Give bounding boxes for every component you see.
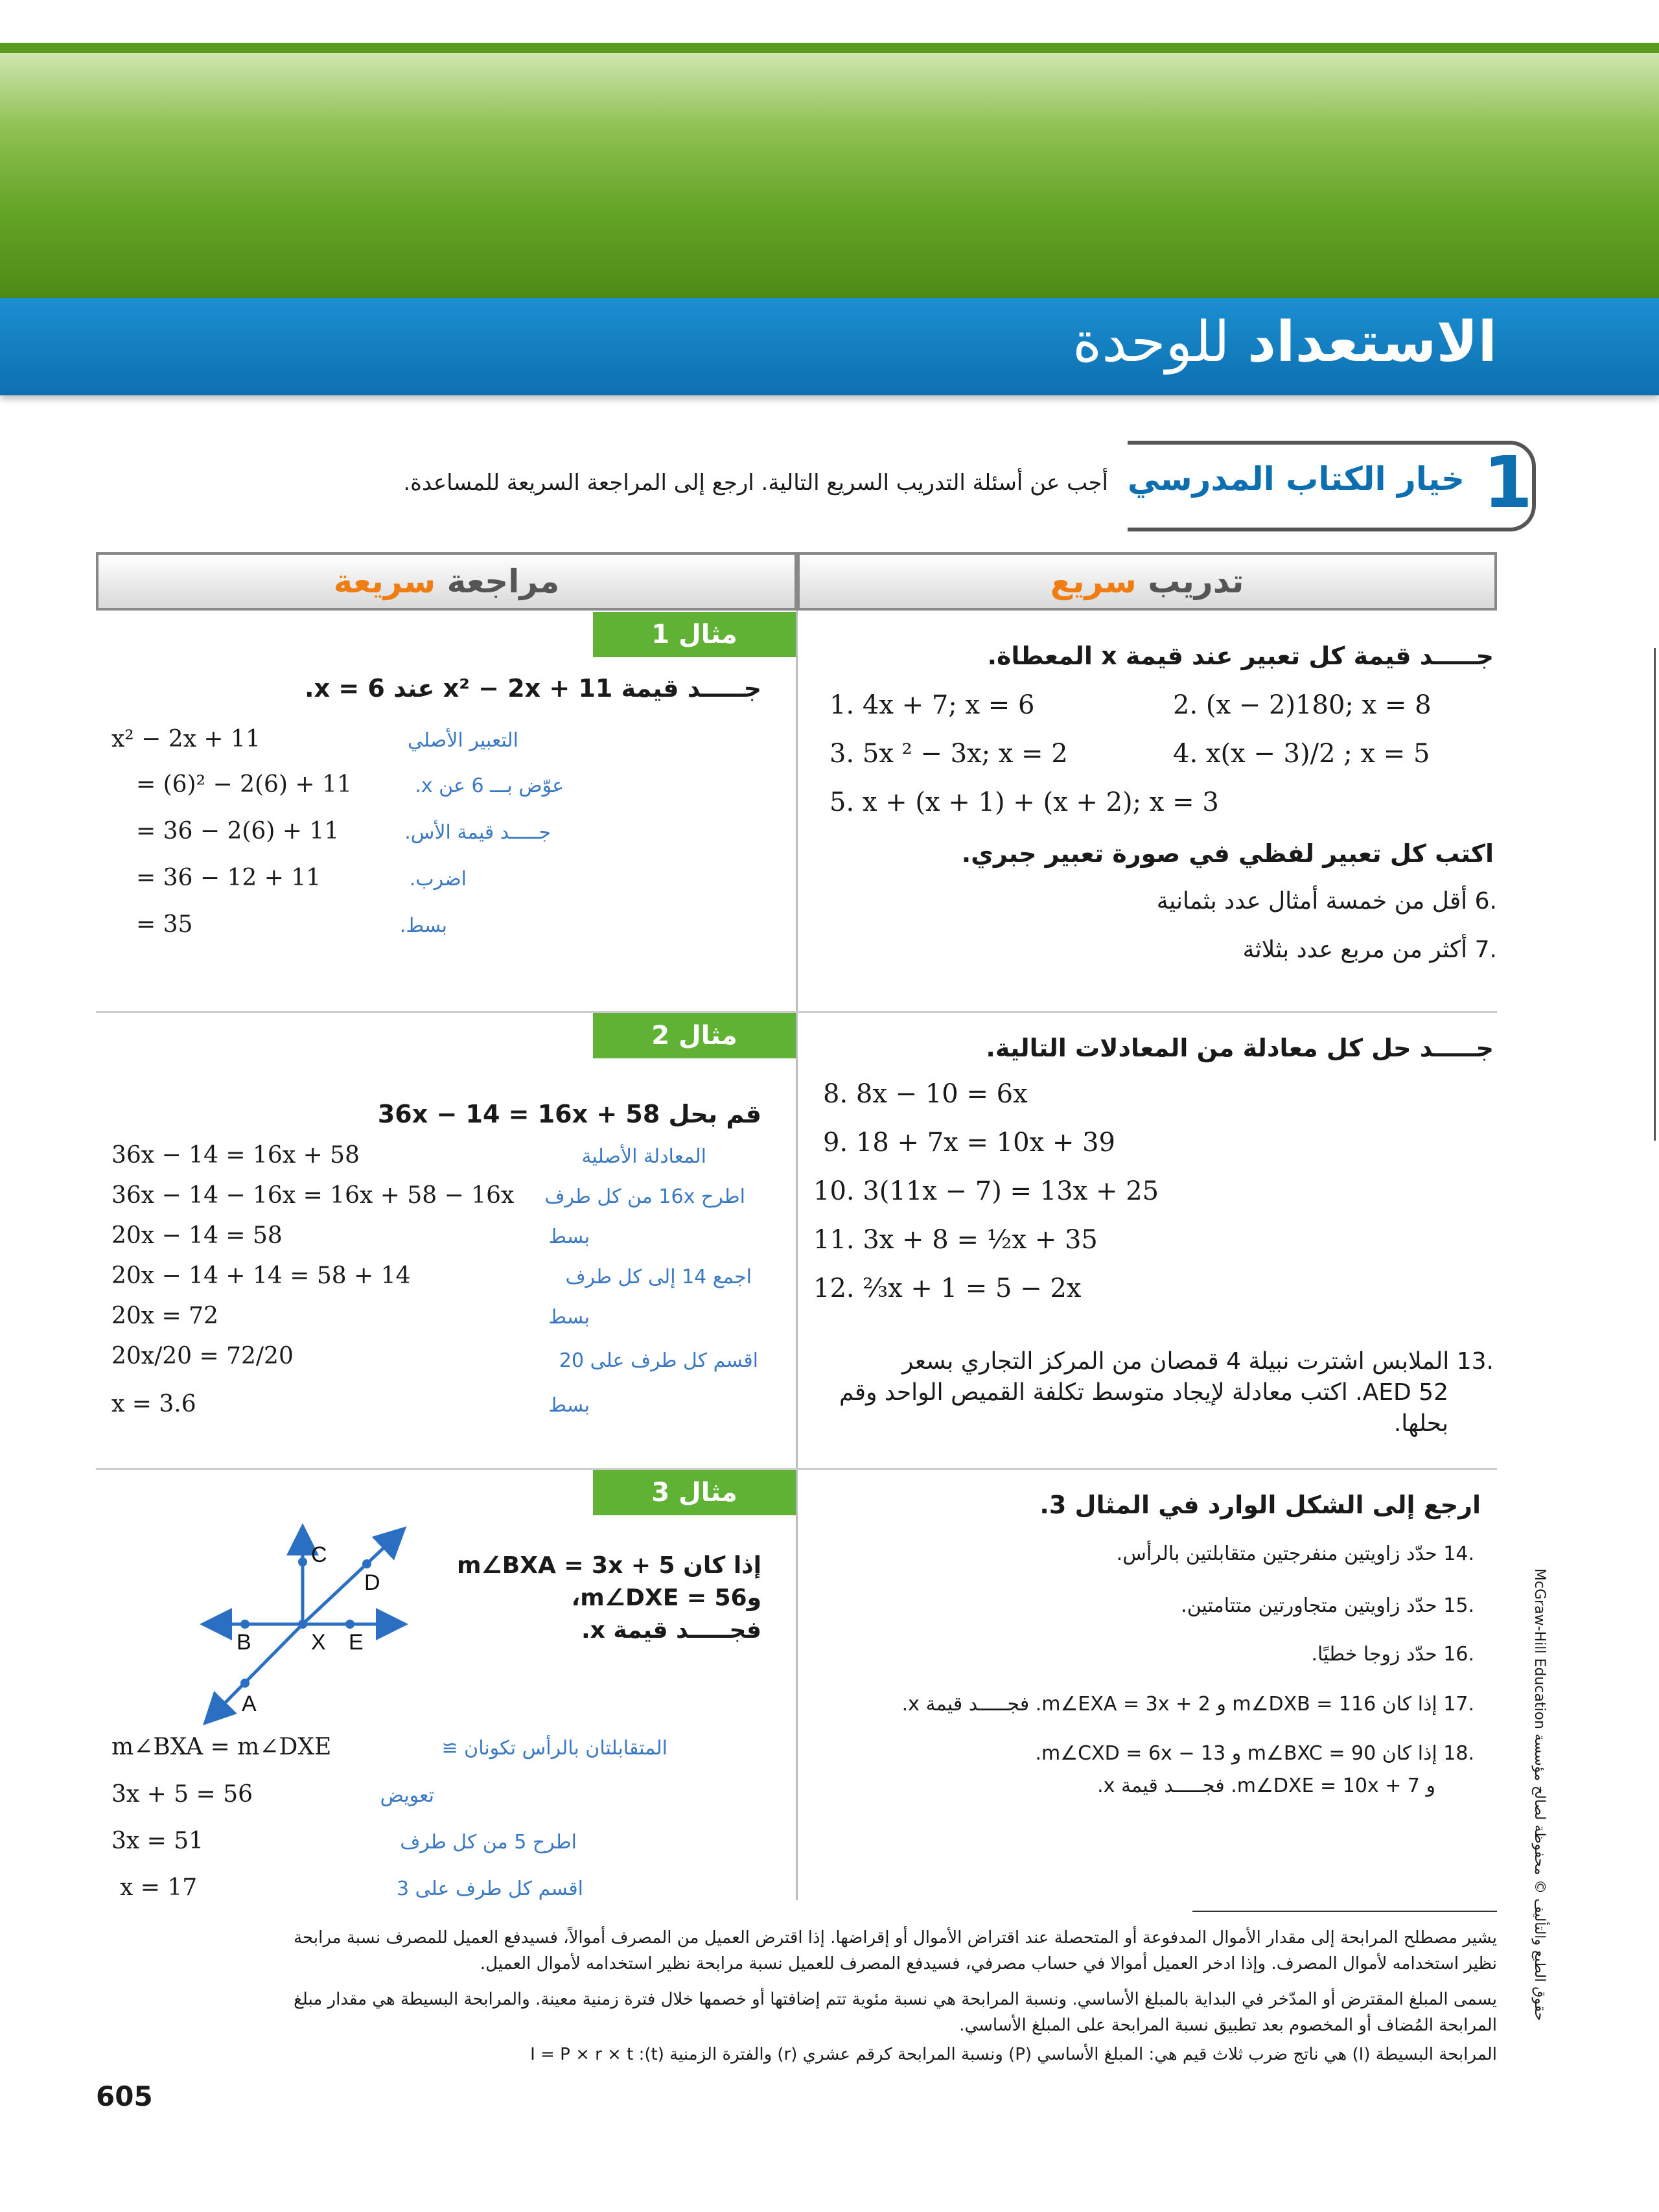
question-9: 9. 18 + 7x = 10x + 39 — [823, 1128, 1115, 1158]
review-header-a: مراجعة — [435, 563, 560, 600]
sidebar-publisher: McGraw-Hill Education — [1531, 1568, 1548, 1729]
point-a — [240, 1679, 249, 1688]
label-d: D — [364, 1570, 380, 1595]
ex2-step-math: 20x − 14 + 14 = 58 + 14 — [111, 1263, 411, 1289]
ex1-step-note: بسط. — [399, 914, 447, 937]
question-15: .15 حدّد زاويتين متجاورتين متتامتين. — [1181, 1594, 1474, 1617]
page-title — [1073, 310, 1497, 375]
point-b — [240, 1620, 249, 1629]
ex2-step-note: بسط — [548, 1226, 590, 1248]
ex3-step-math: m∠BXA = m∠DXE — [111, 1734, 332, 1760]
question-13-line-3: بحلها. — [1393, 1410, 1448, 1437]
question-17: .17 إذا كان m∠DXB = 116 و m∠EXA = 3x + 2. فجـــــد قيمة x. — [901, 1693, 1474, 1716]
column-divider — [796, 611, 798, 1900]
ex3-step-note: تعويض — [380, 1784, 434, 1807]
sidebar — [1528, 1568, 1554, 2152]
section-title: خيار الكتاب المدرسي — [1127, 460, 1465, 498]
ex2-step-math: 20x = 72 — [111, 1303, 218, 1329]
question-7: .7 أكثر من مربع عدد بثلاثة — [1242, 937, 1497, 963]
practice-header — [797, 552, 1497, 611]
example-1-label: مثال 1 — [593, 612, 796, 657]
ex2-step-note: اجمع 14 إلى كل طرف — [565, 1266, 752, 1288]
question-6: .6 أقل من خمسة أمثال عدد بثمانية — [1156, 888, 1497, 914]
example-3-task-line-2: وm∠DXE = 56، — [571, 1585, 761, 1611]
label-a: A — [242, 1692, 257, 1716]
question-2: 2. (x − 2)180; x = 8 — [1173, 690, 1432, 720]
label-c: C — [311, 1543, 327, 1567]
edge-rule — [1654, 648, 1656, 1141]
row-divider — [96, 1468, 1497, 1470]
ex2-step-note: المعادلة الأصلية — [581, 1145, 706, 1168]
ex3-step-note: اقسم كل طرف على 3 — [396, 1878, 583, 1900]
question-18-line-2: و m∠DXE = 10x + 7. فجـــــد قيمة x. — [1097, 1775, 1435, 1797]
top-rule — [0, 43, 1659, 53]
question-14: .14 حدّد زاويتين منفرجتين متقابلتين بالرأس. — [1116, 1543, 1474, 1565]
question-12: 12. ⅔x + 1 = 5 − 2x — [813, 1274, 1082, 1303]
example-3-task-line-3: فجـــــد قيمة x. — [581, 1617, 761, 1644]
footnote-line-2: نظير استخدامه لأموال المصرف. وإذا ادخر العميل أموالا في حساب مصرفي، فسيدفع المصرف للعميل نسبة مرابحة نظير استخدامه لأموال العميل. — [480, 1954, 1497, 1973]
ex1-step-note: عوّض بـــ 6 عن x. — [415, 774, 564, 797]
ex2-step-math: x = 3.6 — [111, 1391, 196, 1417]
question-3: 3. 5x ² − 3x; x = 2 — [830, 739, 1068, 769]
practice-header-a: تدريب — [1136, 563, 1244, 600]
practice-heading-4: ارجع إلى الشكل الوارد في المثال 3. — [1039, 1491, 1481, 1519]
point-e — [345, 1620, 354, 1629]
angles-figure — [194, 1517, 415, 1730]
example-2-task: قم بحل 36x − 14 = 16x + 58 — [377, 1100, 761, 1128]
question-10: 10. 3(11x − 7) = 13x + 25 — [813, 1176, 1159, 1206]
example-2-label: مثال 2 — [593, 1013, 796, 1058]
question-13-line-2: AED 52. اكتب معادلة لإيجاد متوسط تكلفة القميص الواحد وقم — [839, 1379, 1448, 1406]
ex3-step-note: المتقابلتان بالرأس تكونان ≅ — [441, 1737, 667, 1760]
ex2-step-math: 36x − 14 − 16x = 16x + 58 − 16x — [111, 1182, 515, 1209]
ex1-step-math: x² − 2x + 11 — [111, 726, 261, 752]
question-4: 4. x(x − 3)/2 ; x = 5 — [1173, 739, 1430, 769]
ex2-step-math: 20x/20 = 72/20 — [111, 1343, 294, 1369]
page-title-rest: للوحدة — [1073, 310, 1247, 375]
ex2-step-note: بسط — [548, 1306, 590, 1329]
question-13-line-1: .13 الملابس اشترت نبيلة 4 قمصان من المركز التجاري بسعر — [901, 1348, 1494, 1375]
ex2-step-math: 36x − 14 = 16x + 58 — [111, 1142, 360, 1169]
ex2-step-note: اقسم كل طرف على 20 — [559, 1349, 758, 1372]
ex2-step-note: اطرح 16x من كل طرف — [544, 1185, 745, 1208]
section-instruction: أجب عن أسئلة التدريب السريع التالية. ارجع إلى المراجعة السريعة للمساعدة. — [403, 470, 1108, 496]
question-8: 8. 8x − 10 = 6x — [823, 1079, 1028, 1109]
ex2-step-math: 20x − 14 = 58 — [111, 1222, 283, 1249]
example-3-label: مثال 3 — [593, 1470, 796, 1515]
ex3-step-math: x = 17 — [120, 1874, 198, 1901]
ex3-step-math: 3x + 5 = 56 — [111, 1781, 253, 1808]
label-e: E — [349, 1630, 364, 1655]
ex1-step-math: = (6)² − 2(6) + 11 — [136, 771, 352, 798]
ex1-step-note: جـــــد قيمة الأس. — [404, 821, 551, 844]
label-x: X — [311, 1630, 326, 1655]
practice-heading-1: جـــــد قيمة كل تعبير عند قيمة x المعطاة. — [987, 642, 1494, 670]
ex1-step-math: = 35 — [136, 911, 193, 938]
footnote-line-3: يسمى المبلغ المقترض أو المدّخر في البداية بالمبلغ الأساسي. ونسبة المرابحة هي نسبة مئوية تتم إضافتها أو خصمها خلال فترة زمنية معينة. والمرابحة البسيطة هي مقدار مبلغ — [294, 1990, 1497, 2009]
section-number: 1 — [1483, 441, 1533, 524]
footnote-rule — [1192, 1911, 1497, 1912]
ex2-step-note: بسط — [548, 1394, 590, 1417]
question-16: .16 حدّد زوجا خطيًا. — [1311, 1643, 1474, 1666]
sidebar-copyright: حقوق الطبع والتأليف © محفوظة لصالح مؤسسة — [1531, 1733, 1548, 2021]
point-d — [362, 1559, 371, 1568]
example-1-task: جـــــد قيمة x² − 2x + 11 عند x = 6. — [305, 674, 761, 703]
footnote-line-4: المرابحة المُضاف أو المخصوم بعد تطبيق نسبة المرابحة على المبلغ الأساسي. — [959, 2016, 1497, 2035]
review-header-b: سريعة — [333, 563, 436, 600]
example-3-task-line-1: إذا كان m∠BXA = 3x + 5 — [456, 1552, 761, 1579]
page-title-bold: الاستعداد — [1247, 310, 1497, 375]
footnote-line-5: المرابحة البسيطة (I) هي ناتج ضرب ثلاث قيم هي: المبلغ الأساسي (P) ونسبة المرابحة كرقم عشري (r) والفترة الزمنية (t): I = P × r × t — [530, 2045, 1497, 2064]
page-number: 605 — [96, 2080, 153, 2112]
ex1-step-math: = 36 − 12 + 11 — [136, 865, 321, 891]
practice-heading-2: اكتب كل تعبير لفظي في صورة تعبير جبري. — [961, 839, 1494, 868]
row-divider — [96, 1011, 1497, 1013]
ex1-step-math: = 36 − 2(6) + 11 — [136, 818, 340, 844]
point-x — [298, 1620, 307, 1629]
ex1-step-note: التعبير الأصلي — [407, 729, 518, 752]
question-5: 5. x + (x + 1) + (x + 2); x = 3 — [830, 787, 1219, 817]
ex1-step-note: اضرب. — [409, 868, 467, 891]
ex3-step-math: 3x = 51 — [111, 1828, 204, 1854]
footnote-line-1: يشير مصطلح المرابحة إلى مقدار الأموال المدفوعة أو المتحصلة عند اقتراض الأموال أو إقراضها. إذا اقترض العميل من المصرف أموالاً، فسيدفع العميل للمصرف نسبة مرابحة — [294, 1928, 1497, 1948]
header-band — [0, 53, 1659, 298]
point-c — [298, 1557, 307, 1566]
question-11: 11. 3x + 8 = ½x + 35 — [813, 1225, 1098, 1255]
label-b: B — [237, 1630, 251, 1655]
practice-header-b: سريع — [1050, 563, 1137, 600]
question-18-line-1: .18 إذا كان m∠BXC = 90 و m∠CXD = 6x − 13. — [1035, 1742, 1474, 1765]
practice-heading-3: جـــــد حل كل معادلة من المعادلات التالية. — [986, 1034, 1494, 1062]
ex3-step-note: اطرح 5 من كل طرف — [400, 1831, 577, 1854]
review-header — [96, 552, 797, 611]
question-1: 1. 4x + 7; x = 6 — [830, 690, 1035, 720]
